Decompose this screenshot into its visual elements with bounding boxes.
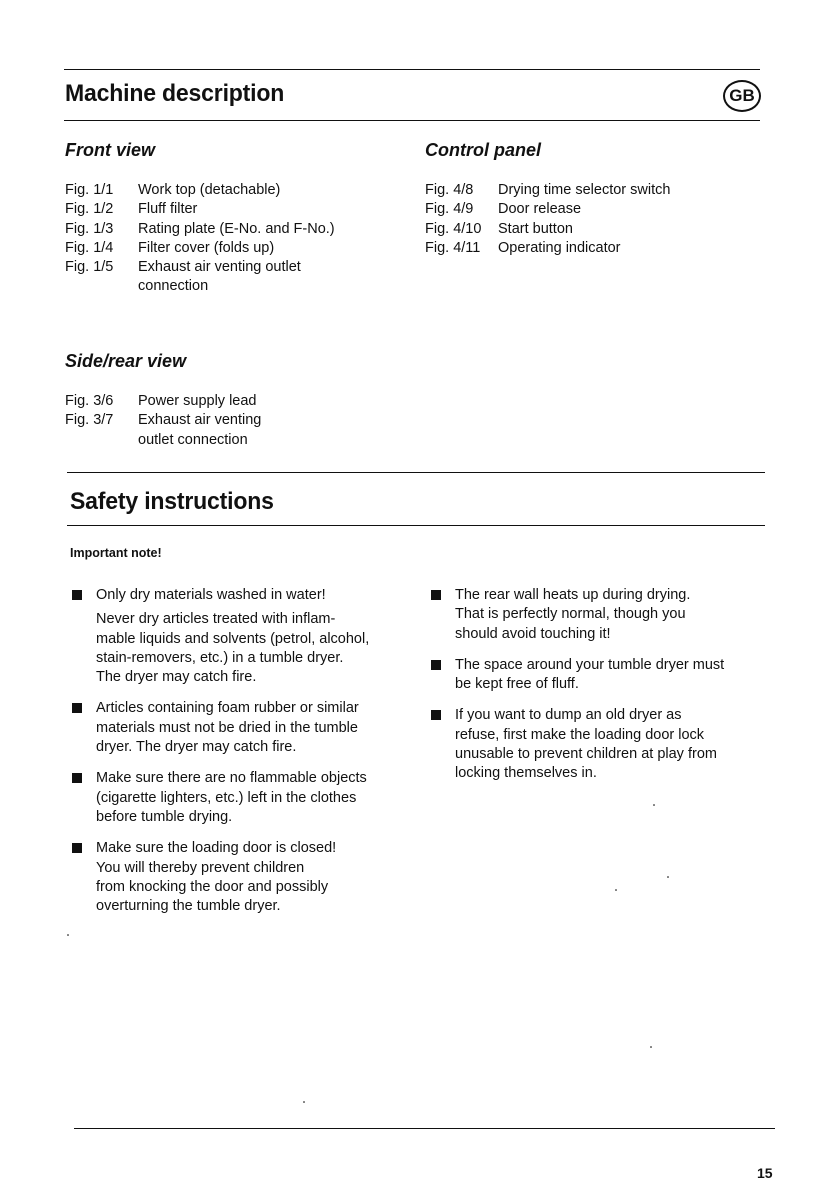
safety-item-line: (cigarette lighters, etc.) left in the clothes xyxy=(96,789,357,806)
fig-text: Power supply lead xyxy=(138,393,257,409)
safety-item-line: Make sure the loading door is closed! xyxy=(96,840,337,857)
fig-text: Door release xyxy=(498,201,582,218)
fig-item xyxy=(65,239,395,258)
top-rule xyxy=(64,69,760,70)
fig-item xyxy=(425,181,755,200)
control-panel-list xyxy=(425,181,755,258)
safety-item-line: Only dry materials washed in water! xyxy=(96,587,326,603)
safety-item-line: Make sure there are no flammable objects xyxy=(96,770,367,787)
fig-item xyxy=(65,181,395,200)
fig-number: Fig. 1/1 xyxy=(65,182,114,198)
scan-speck xyxy=(303,1101,305,1103)
fig-item xyxy=(65,258,395,297)
front-view-heading: Front view xyxy=(65,140,156,160)
safety-item-line: Never dry articles treated with inflam- xyxy=(96,611,336,628)
fig-text: Work top (detachable) xyxy=(138,182,281,198)
safety-item-line: The rear wall heats up during drying. xyxy=(455,587,691,603)
fig-text xyxy=(138,258,395,297)
safety-item-line: If you want to dump an old dryer as xyxy=(455,707,682,724)
fig-item xyxy=(425,239,755,258)
fig-text-line: Exhaust air venting xyxy=(138,412,262,429)
fig-text-line: outlet connection xyxy=(138,431,248,448)
bullet-square-icon xyxy=(431,660,441,670)
safety-item-line: dryer. The dryer may catch fire. xyxy=(96,739,297,756)
page-number: 15 xyxy=(757,1165,773,1181)
safety-list-left xyxy=(70,586,415,916)
page-title: Machine description xyxy=(65,80,285,107)
fig-number: Fig. 1/5 xyxy=(65,259,114,276)
fig-item xyxy=(65,392,395,411)
safety-item xyxy=(429,656,774,695)
safety-item xyxy=(429,586,774,644)
section-rule xyxy=(67,472,765,473)
safety-item-line: That is perfectly normal, though you xyxy=(455,606,686,623)
bullet-square-icon xyxy=(72,773,82,783)
fig-text: Filter cover (folds up) xyxy=(138,239,275,256)
safety-item xyxy=(70,586,415,687)
safety-item-line: mable liquids and solvents (petrol, alcohol, xyxy=(96,630,370,647)
fig-number: Fig. 3/6 xyxy=(65,393,114,409)
side-rear-view-list xyxy=(65,392,395,450)
country-badge: GB xyxy=(723,80,761,112)
bullet-square-icon xyxy=(72,590,82,600)
safety-item xyxy=(429,706,774,783)
safety-item-line: You will thereby prevent children xyxy=(96,859,305,876)
scan-speck xyxy=(615,889,617,891)
safety-title: Safety instructions xyxy=(70,488,274,515)
fig-number: Fig. 1/4 xyxy=(65,239,114,256)
safety-list-right xyxy=(429,586,774,784)
safety-item-line: stain-removers, etc.) in a tumble dryer. xyxy=(96,649,344,666)
safety-item-line: should avoid touching it! xyxy=(455,625,611,642)
fig-item xyxy=(425,220,755,239)
safety-item-line: The dryer may catch fire. xyxy=(96,669,257,686)
safety-item-line: refuse, first make the loading door lock xyxy=(455,726,705,743)
fig-item xyxy=(65,200,395,219)
fig-number: Fig. 4/9 xyxy=(425,201,474,218)
scan-speck xyxy=(667,876,669,878)
safety-item-line: locking themselves in. xyxy=(455,765,597,782)
fig-item xyxy=(425,200,755,219)
fig-text: Fluff filter xyxy=(138,201,198,218)
fig-text: Start button xyxy=(498,220,573,237)
safety-item xyxy=(70,699,415,757)
fig-text: Drying time selector switch xyxy=(498,182,671,198)
bullet-square-icon xyxy=(431,590,441,600)
control-panel-heading: Control panel xyxy=(425,140,541,160)
fig-number: Fig. 4/11 xyxy=(425,239,481,256)
safety-underline xyxy=(67,525,765,526)
scan-speck xyxy=(650,1046,652,1048)
fig-item xyxy=(65,220,395,239)
front-view-list xyxy=(65,181,395,297)
fig-text-line: connection xyxy=(138,278,209,295)
fig-text: Rating plate (E-No. and F-No.) xyxy=(138,220,335,237)
title-underline xyxy=(64,120,760,121)
fig-text-line: Exhaust air venting outlet xyxy=(138,259,301,276)
safety-item-line: from knocking the door and possibly xyxy=(96,878,329,895)
fig-item xyxy=(65,411,395,450)
fig-number: Fig. 4/10 xyxy=(425,220,482,237)
safety-item-line: Articles containing foam rubber or similar xyxy=(96,700,359,717)
fig-text: Operating indicator xyxy=(498,239,621,256)
fig-text xyxy=(138,411,395,450)
footer-rule xyxy=(74,1128,775,1129)
fig-number: Fig. 3/7 xyxy=(65,412,114,429)
scan-speck xyxy=(67,934,69,936)
safety-item xyxy=(70,769,415,827)
safety-item-line: be kept free of fluff. xyxy=(455,676,579,693)
side-rear-view-heading: Side/rear view xyxy=(65,351,187,371)
bullet-square-icon xyxy=(72,843,82,853)
bullet-square-icon xyxy=(72,703,82,713)
scan-speck xyxy=(653,804,655,806)
bullet-square-icon xyxy=(431,710,441,720)
fig-number: Fig. 1/3 xyxy=(65,220,114,237)
safety-item-line: before tumble drying. xyxy=(96,808,233,825)
fig-number: Fig. 1/2 xyxy=(65,201,114,218)
safety-item-line: unusable to prevent children at play from xyxy=(455,746,717,763)
safety-item xyxy=(70,839,415,916)
safety-item-line: materials must not be dried in the tumble xyxy=(96,719,358,736)
safety-item-line: The space around your tumble dryer must xyxy=(455,656,725,673)
important-note: Important note! xyxy=(70,546,162,560)
safety-item-line: overturning the tumble dryer. xyxy=(96,898,281,915)
fig-number: Fig. 4/8 xyxy=(425,182,474,198)
